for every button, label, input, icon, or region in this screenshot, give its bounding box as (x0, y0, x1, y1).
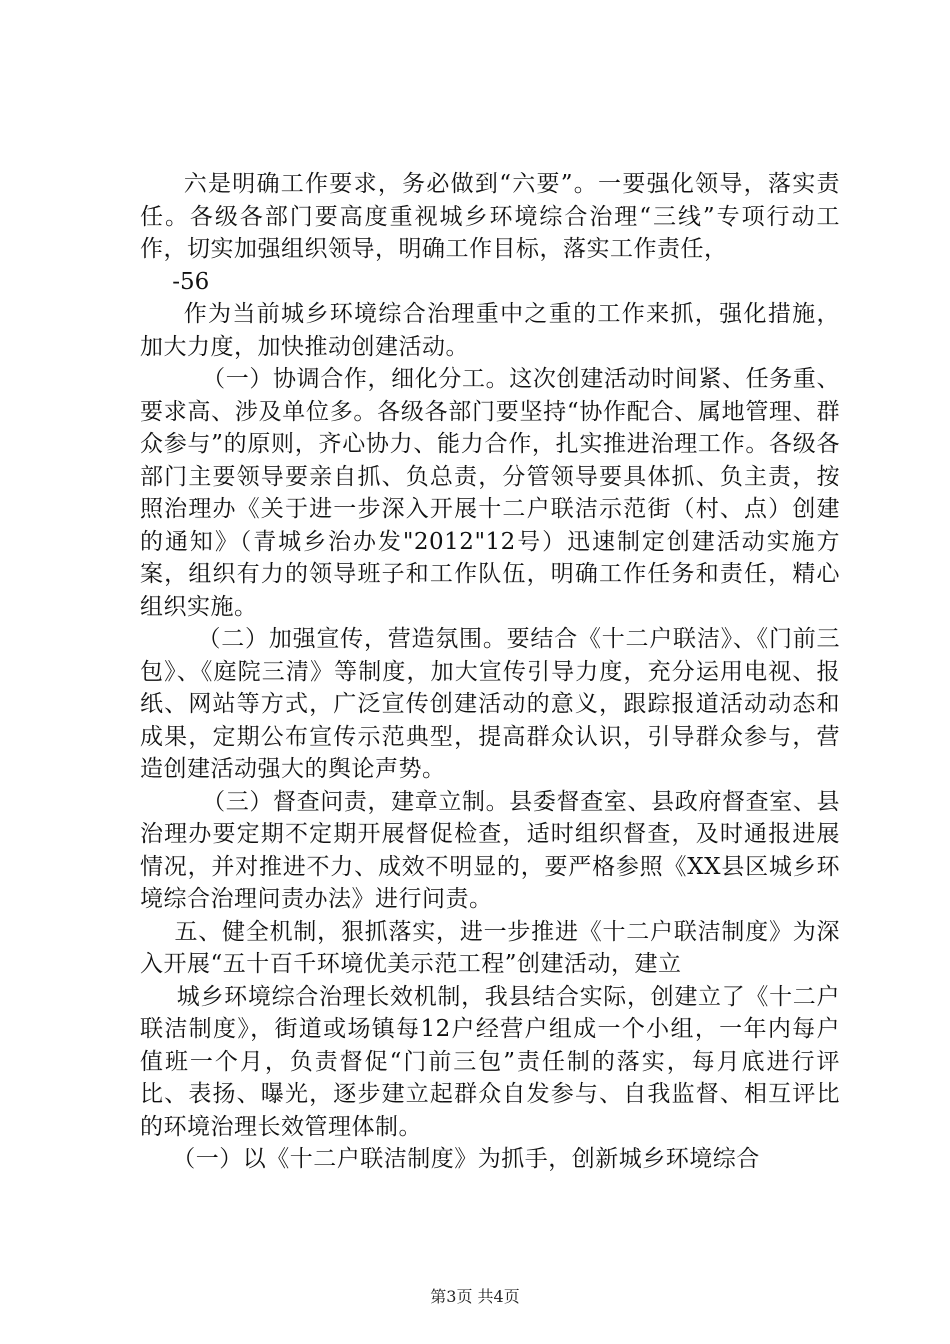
paragraph-publicity: （二）加强宣传，营造氛围。要结合《十二户联洁》、《门前三包》、《庭院三清》等制度，加大宣传引导力度，充分运用电视、报纸、网站等方式，广泛宣传创建活动的意义，跟踪报道活动动态和成果，定期公布宣传示范典型，提高群众认识，引导群众参与，营造创建活动强大的舆论声势。 (140, 626, 840, 782)
document-body (140, 168, 840, 1176)
paragraph-twelve-household: （一）以《十二户联洁制度》为抓手，创新城乡环境综合 (172, 1146, 760, 1172)
paragraph-supervision: （三）督查问责，建章立制。县委督查室、县政府督查室、县治理办要定期不定期开展督促检查，适时组织督查，及时通报进展情况，并对推进不力、成效不明显的，要严格参照《XX县区城乡环境综合治理问责办法》进行问责。 (140, 788, 840, 912)
paragraph-mechanism-heading: 五、健全机制，狠抓落实，进一步推进《十二户联洁制度》为深入开展“五十百千环境优美示范工程”创建活动，建立 (140, 918, 840, 977)
paragraph-coordination: （一）协调合作，细化分工。这次创建活动时间紧、任务重、要求高、涉及单位多。各级各部门要坚持“协作配合、属地管理、群众参与”的原则，齐心协力、能力合作，扎实推进治理工作。各级各部门主要领导要亲自抓、负总责，分管领导要具体抓、负主责，按照治理办《关于进一步深入开展十二户联洁示范街（村、点）创建的通知》（青城乡治办发"2012"12号）迅速制定创建活动实施方案，组织有力的领导班子和工作队伍，明确工作任务和责任，精心组织实施。 (140, 366, 840, 620)
page-footer: 第3页 共4页 (430, 1287, 520, 1306)
paragraph-key-work: 作为当前城乡环境综合治理重中之重的工作来抓，强化措施，加大力度，加快推动创建活动。 (140, 301, 840, 360)
inline-page-number: -56 (172, 268, 210, 295)
paragraph-long-term-mechanism: 城乡环境综合治理长效机制，我县结合实际，创建立了《十二户联洁制度》，街道或场镇每12户经营户组成一个小组，一年内每户值班一个月，负责督促“门前三包”责任制的落实，每月底进行评比、表扬、曝光，逐步建立起群众自发参与、自我监督、相互评比的环境治理长效管理体制。 (140, 983, 840, 1140)
paragraph-six-requirements: 六是明确工作要求，务必做到“六要”。一要强化领导，落实责任。各级各部门要高度重视城乡环境综合治理“三线”专项行动工作，切实加强组织领导，明确工作目标，落实工作责任， (140, 171, 840, 262)
